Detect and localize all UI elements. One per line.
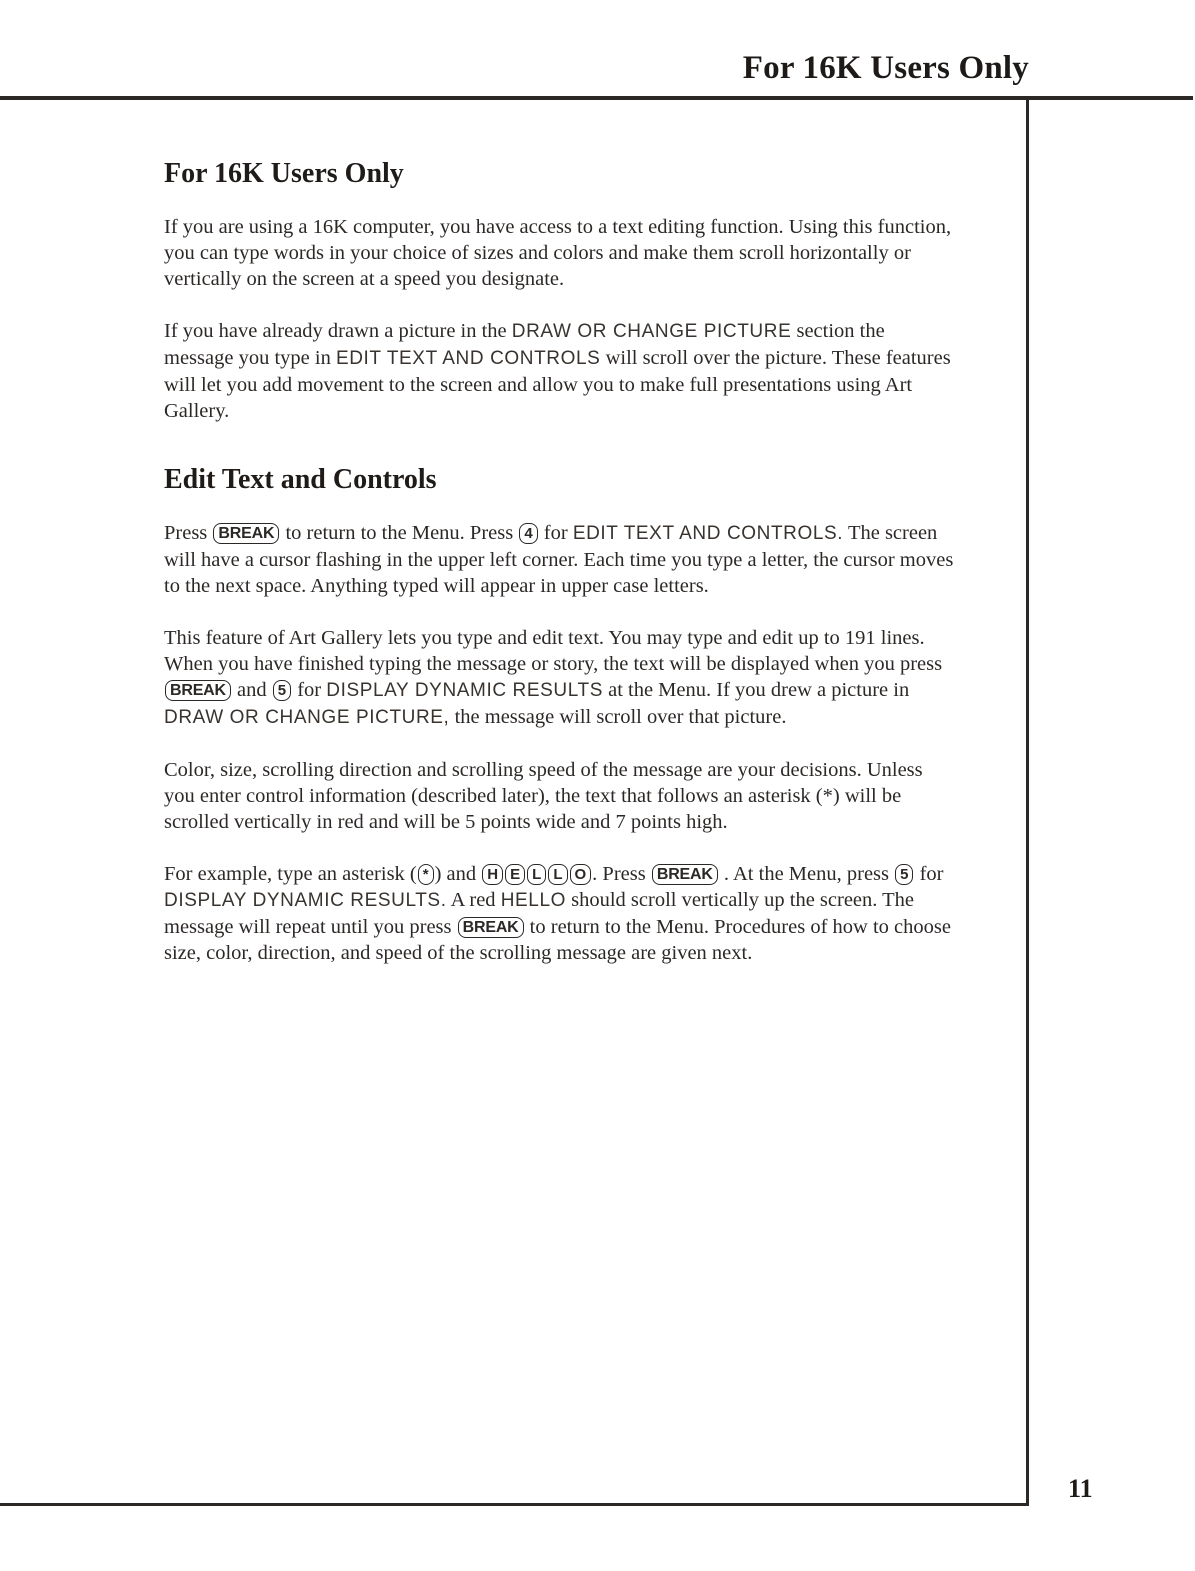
paragraph-feature: This feature of Art Gallery lets you type and edit text. You may type and edit up to 191 lines. When you have finished typing the message or story, the text will be displayed when you pressBREAK and 5 for DISPLAY DYNAMIC RESULTS at the Menu. If you drew a picture in DRAW OR CHANGE PICTURE, the message will scroll over that picture. (164, 627, 943, 728)
break-key-icon: BREAK (458, 917, 524, 938)
break-key-icon: BREAK (652, 864, 718, 885)
key-5-icon: 5 (273, 680, 291, 701)
asterisk-key-icon: * (418, 864, 434, 885)
paragraph-press-break: Press BREAK to return to the Menu. Press 4 for EDIT TEXT AND CONTROLS. The screen will have a cursor flashing in the upper left corner. Each time you type a letter, the cursor moves to the next space. Anything typed will appear in upper case letters. (164, 522, 954, 597)
section-heading-edit-text: Edit Text and Controls (164, 464, 437, 495)
break-key-icon: BREAK (213, 523, 279, 544)
right-rule (1026, 96, 1029, 1506)
page-number: 11 (1068, 1474, 1093, 1503)
paragraph-color-size: Color, size, scrolling direction and scrolling speed of the message are your decisions. Unless you enter control information (described later), the text that follows an asterisk (*) will be scrolled vertically in red and will be 5 points wide and 7 points high. (164, 759, 923, 833)
paragraph-intro: If you are using a 16K computer, you have access to a text editing function. Using this function, you can type words in your choice of sizes and colors and make them scroll horizontally or vertically on the screen at a speed you designate. (164, 216, 952, 290)
running-header-title: For 16K Users Only (742, 50, 1029, 86)
key-h-icon: H (482, 864, 503, 885)
key-l-icon: L (527, 864, 546, 885)
key-l-icon: L (548, 864, 567, 885)
key-e-icon: E (505, 864, 525, 885)
break-key-icon: BREAK (165, 680, 231, 701)
menu-option-display: DISPLAY DYNAMIC RESULTS (326, 680, 603, 701)
key-5-icon: 5 (895, 864, 913, 885)
section-heading-16k: For 16K Users Only (164, 158, 404, 189)
menu-option-edit-text: EDIT TEXT AND CONTROLS. (572, 523, 844, 544)
top-rule (0, 96, 1193, 100)
menu-option-draw: DRAW OR CHANGE PICTURE (511, 321, 792, 342)
paragraph-example: For example, type an asterisk ( * ) and H E L L O . Press BREAK . At the Menu, press 5 for DISPLAY DYNAMIC RESULTS. A red HELLO should scroll vertically up the screen. The message will repeat until you press BREAK to return to the Menu. Procedures of how to choose size, color, direction, and speed of the scrolling message are given next. (164, 863, 951, 964)
menu-option-draw: DRAW OR CHANGE PICTURE, (164, 707, 450, 728)
menu-option-display: DISPLAY DYNAMIC RESULTS. (164, 890, 447, 911)
key-4-icon: 4 (519, 523, 537, 544)
menu-option-edit-text: EDIT TEXT AND CONTROLS (335, 348, 601, 369)
paragraph-scroll-over-picture: If you have already drawn a picture in the DRAW OR CHANGE PICTURE section the message you type in EDIT TEXT AND CONTROLS will scroll over the picture. These features will let you add movement to the screen and allow you to make full presentations using Art Gallery. (164, 320, 951, 422)
page-body (164, 158, 954, 992)
hello-text: HELLO (500, 890, 566, 911)
key-o-icon: O (570, 864, 592, 885)
bottom-rule (0, 1503, 1028, 1506)
